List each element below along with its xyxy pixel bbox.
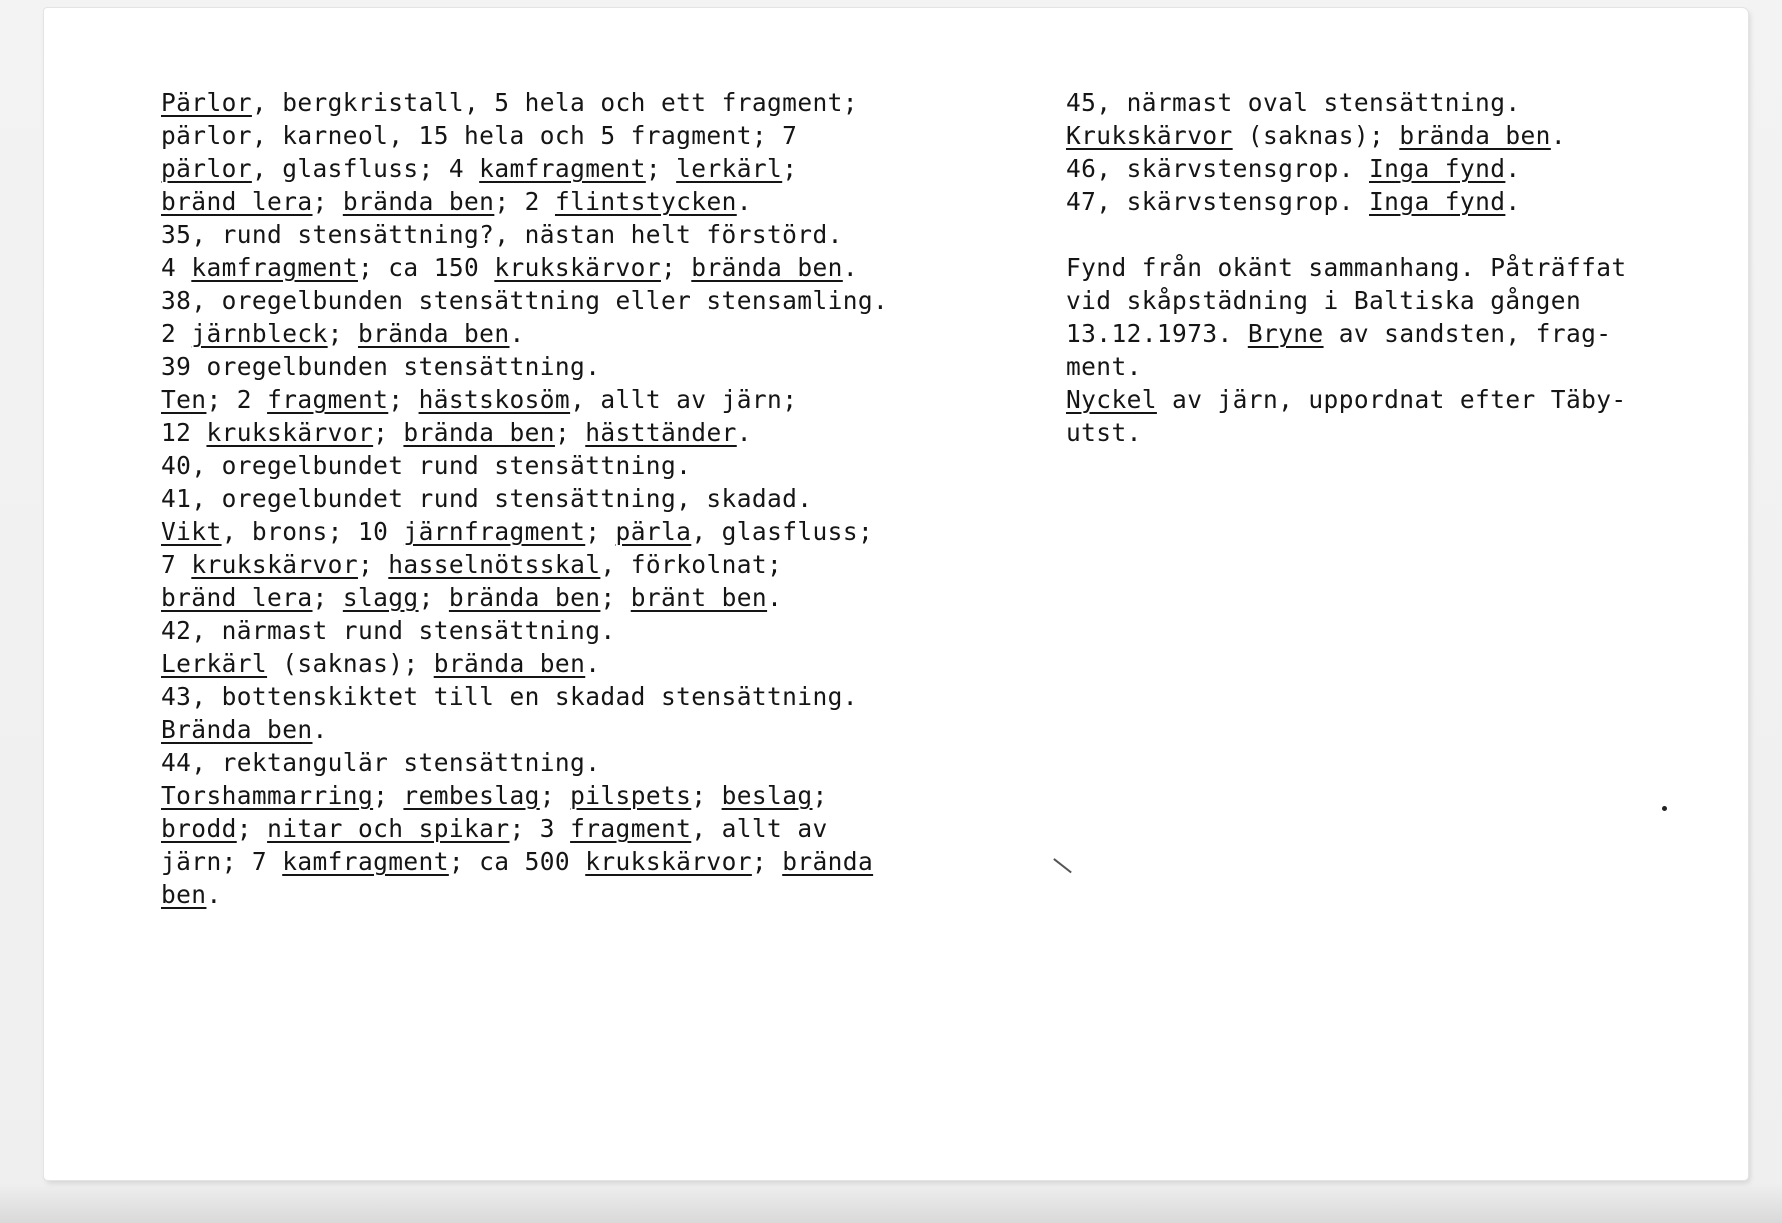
text-line (1066, 119, 1627, 152)
underlined-find: flintstycken (554, 187, 737, 216)
underlined-find: lerkärl (676, 154, 783, 183)
text-segment: 41, oregelbundet rund stensättning, skadad. (161, 484, 813, 513)
ink-dot (1662, 806, 1667, 811)
underlined-find: Lerkärl (161, 649, 268, 678)
text-segment: vid skåpstädning i Baltiska gången (1066, 286, 1582, 315)
underlined-find: krukskärvor (494, 253, 661, 282)
underlined-find: kamfragment (282, 847, 449, 876)
underlined-find: bränd lera (161, 583, 313, 612)
text-segment: ; (418, 583, 449, 612)
underlined-find: beslag (721, 781, 813, 810)
text-segment: Fynd från okänt sammanhang. Påträffat (1066, 253, 1627, 282)
text-segment: ; (751, 847, 783, 876)
text-segment: pärlor, karneol, 15 hela och 5 fragment; 7 (161, 121, 798, 150)
underlined-find: hästskosöm (418, 385, 571, 414)
underlined-find: järnfragment (403, 517, 586, 546)
text-line (161, 878, 888, 911)
text-segment: 40, oregelbundet rund stensättning. (161, 451, 692, 480)
underlined-find: ben (161, 880, 207, 909)
left-text-column (161, 86, 888, 911)
underlined-find: krukskärvor (206, 418, 374, 447)
text-segment: . (1550, 121, 1566, 150)
text-line (1066, 383, 1627, 416)
text-line (161, 548, 888, 581)
text-segment: ; ca 500 (448, 847, 586, 876)
text-segment: , glasfluss; (691, 517, 874, 546)
underlined-find: Brända ben (161, 715, 313, 744)
underlined-find: brodd (161, 814, 237, 843)
underlined-find: kamfragment (191, 253, 358, 282)
text-segment: 47, skärvstensgrop. (1066, 187, 1370, 216)
text-line (161, 614, 888, 647)
text-segment: 7 (161, 550, 192, 579)
text-segment: 45, närmast oval stensättning. (1066, 88, 1521, 117)
text-line (161, 284, 888, 317)
text-segment: ; (660, 253, 692, 282)
text-segment: ; (539, 781, 571, 810)
underlined-find: brända ben (357, 319, 510, 348)
text-segment: ; (600, 583, 631, 612)
text-segment: 38, oregelbunden stensättning eller stensamling. (161, 286, 889, 315)
text-segment: . (1505, 187, 1521, 216)
text-segment: ; (812, 781, 828, 810)
text-line (161, 317, 888, 350)
text-segment: ; (782, 154, 798, 183)
underlined-find: krukskärvor (191, 550, 358, 579)
text-segment: ; (236, 814, 268, 843)
underlined-find: fragment (267, 385, 389, 414)
text-line (161, 185, 888, 218)
text-line (1066, 284, 1627, 317)
text-segment: . (736, 418, 752, 447)
underlined-find: fragment (570, 814, 692, 843)
underlined-find: rembeslag (403, 781, 540, 810)
underlined-find: brända ben (403, 418, 555, 447)
underlined-find: Pärlor (161, 88, 252, 117)
text-line (161, 350, 888, 383)
text-segment: järn; 7 (161, 847, 283, 876)
text-segment: . (1505, 154, 1521, 183)
text-segment: ; (312, 187, 343, 216)
text-line (161, 647, 888, 680)
underlined-find: Vikt (161, 517, 222, 546)
underlined-find: Torshammarring (161, 781, 374, 810)
underlined-find: järnbleck (191, 319, 328, 348)
text-segment: 42, närmast rund stensättning. (161, 616, 616, 645)
underlined-find: bränt ben (630, 583, 768, 612)
text-line (161, 515, 888, 548)
text-line (1066, 350, 1627, 383)
underlined-find: krukskärvor (585, 847, 752, 876)
text-line (1066, 317, 1627, 350)
underlined-find: Krukskärvor (1066, 121, 1233, 150)
text-segment: (saknas); (1232, 121, 1400, 150)
underlined-find: hästtänder (585, 418, 737, 447)
text-segment: 13.12.1973. (1066, 319, 1248, 348)
text-line (161, 713, 888, 746)
text-line (161, 251, 888, 284)
text-segment: 39 oregelbunden stensättning. (161, 352, 601, 381)
text-segment: . (767, 583, 783, 612)
text-line (161, 152, 888, 185)
text-segment: ; (691, 781, 722, 810)
text-segment: av sandsten, frag- (1323, 319, 1612, 348)
underlined-find: kamfragment (479, 154, 646, 183)
text-line (1066, 152, 1627, 185)
text-segment: ; 2 (494, 187, 555, 216)
text-segment: (saknas); (267, 649, 434, 678)
text-segment: , förkolnat; (600, 550, 783, 579)
text-segment: ; (312, 583, 343, 612)
text-line (161, 680, 888, 713)
text-segment: av järn, uppordnat efter Täby- (1156, 385, 1627, 414)
underlined-find: pärla (615, 517, 692, 546)
text-segment: ; (554, 418, 586, 447)
text-segment: ; (357, 550, 389, 579)
text-line (161, 812, 888, 845)
right-text-column (1066, 86, 1627, 449)
text-segment: , brons; 10 (221, 517, 404, 546)
underlined-find: Ten (161, 385, 207, 414)
text-line (1066, 185, 1627, 218)
underlined-find: slagg (342, 583, 419, 612)
underlined-find: Inga fynd (1369, 187, 1506, 216)
text-segment: ; (585, 517, 616, 546)
text-segment: 35, rund stensättning?, nästan helt förstörd. (161, 220, 843, 249)
text-segment: ; (373, 781, 404, 810)
text-line (161, 581, 888, 614)
underlined-find: pilspets (570, 781, 692, 810)
text-line (1066, 86, 1627, 119)
underlined-find: Nyckel (1066, 385, 1157, 414)
text-segment: ; (645, 154, 677, 183)
text-line (161, 119, 888, 152)
underlined-find: hasselnötsskal (388, 550, 601, 579)
text-line (161, 416, 888, 449)
text-line (161, 449, 888, 482)
text-segment: , allt av järn; (570, 385, 798, 414)
text-line (161, 482, 888, 515)
underlined-find: pärlor (161, 154, 252, 183)
text-line (1066, 251, 1627, 284)
text-segment: ; (327, 319, 358, 348)
text-line (161, 383, 888, 416)
text-line (1066, 218, 1627, 251)
underlined-find: brända ben (342, 187, 495, 216)
text-segment: , glasfluss; 4 (251, 154, 480, 183)
underlined-find: brända ben (691, 253, 843, 282)
text-segment: 44, rektangulär stensättning. (161, 748, 601, 777)
text-segment: 2 (161, 319, 192, 348)
text-line (161, 746, 888, 779)
underlined-find: bränd lera (161, 187, 313, 216)
text-segment: ; ca 150 (357, 253, 495, 282)
text-segment: 4 (161, 253, 192, 282)
text-segment: , allt av (691, 814, 828, 843)
text-segment: . (206, 880, 222, 909)
text-segment: . (312, 715, 328, 744)
text-segment: 12 (161, 418, 207, 447)
text-segment: . (509, 319, 525, 348)
underlined-find: brända (782, 847, 874, 876)
underlined-find: Inga fynd (1369, 154, 1506, 183)
text-line (161, 218, 888, 251)
text-segment: . (736, 187, 752, 216)
text-segment: , bergkristall, 5 hela och ett fragment; (251, 88, 858, 117)
text-segment: ment. (1066, 352, 1142, 381)
text-line (161, 845, 888, 878)
text-line (161, 779, 888, 812)
text-segment: ; (373, 418, 404, 447)
text-segment: ; 3 (509, 814, 571, 843)
text-segment: . (842, 253, 858, 282)
text-segment: 46, skärvstensgrop. (1066, 154, 1370, 183)
underlined-find: brända ben (433, 649, 586, 678)
underlined-find: brända ben (448, 583, 601, 612)
index-card (44, 8, 1748, 1180)
text-segment: . (585, 649, 601, 678)
underlined-find: brända ben (1399, 121, 1551, 150)
text-segment: 43, bottenskiktet till en skadad stensättning. (161, 682, 858, 711)
text-segment: utst. (1066, 418, 1142, 447)
underlined-find: nitar och spikar (267, 814, 510, 843)
underlined-find: Bryne (1247, 319, 1324, 348)
text-segment: ; (388, 385, 419, 414)
text-line (161, 86, 888, 119)
text-segment: ; 2 (206, 385, 268, 414)
text-line (1066, 416, 1627, 449)
